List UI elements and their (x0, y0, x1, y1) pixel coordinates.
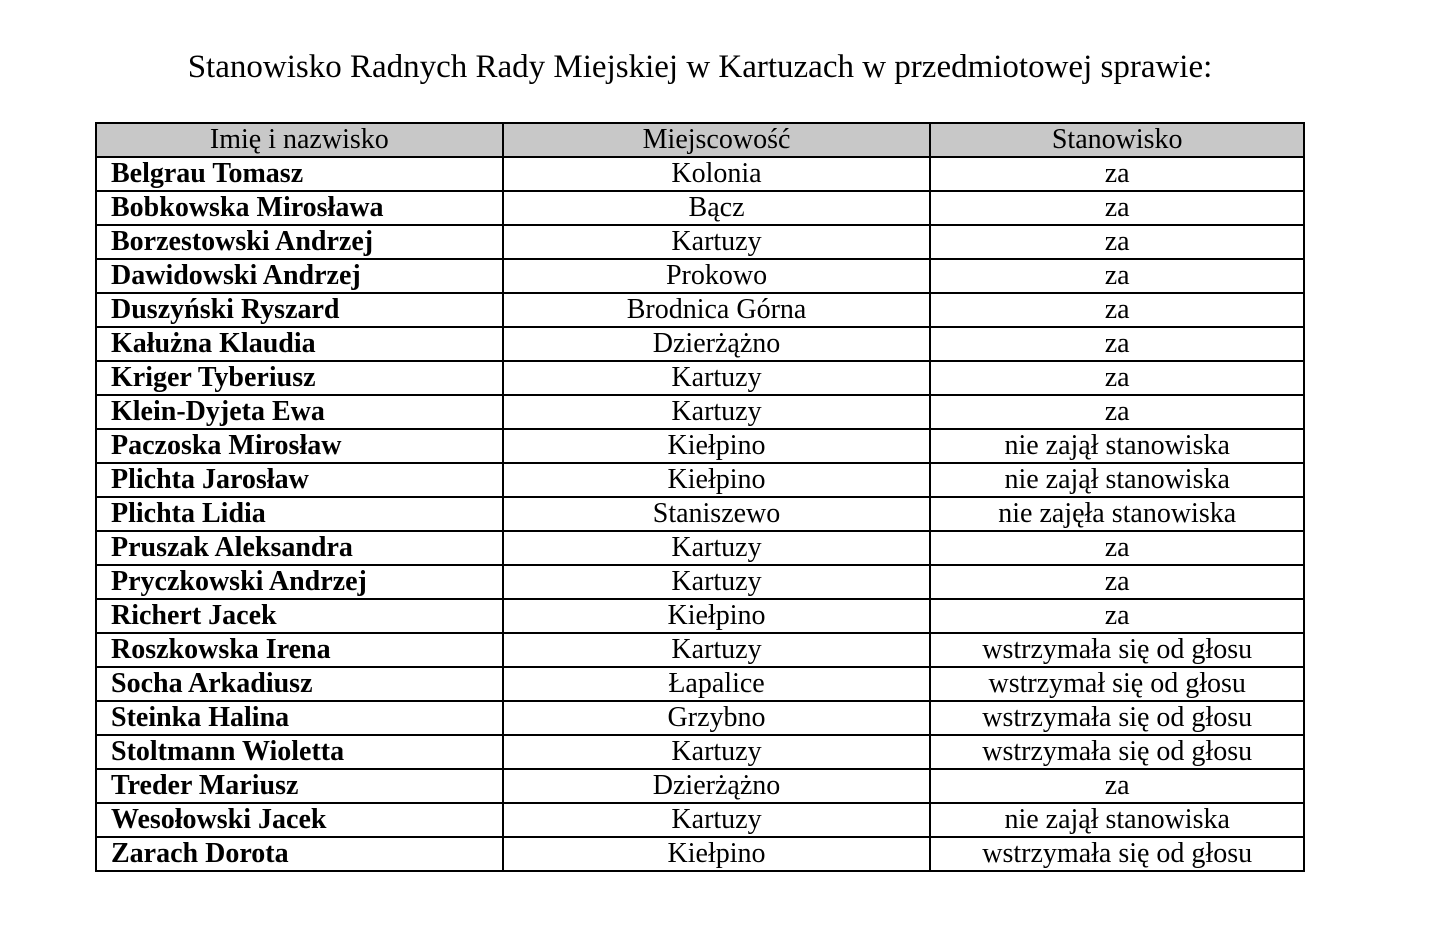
table-row (96, 361, 1304, 395)
councillor-vote: wstrzymała się od głosu (930, 837, 1304, 871)
councillor-place: Kiełpino (503, 429, 931, 463)
councillor-name: Pruszak Aleksandra (96, 531, 503, 565)
table-row (96, 191, 1304, 225)
councillor-name: Wesołowski Jacek (96, 803, 503, 837)
table-row (96, 531, 1304, 565)
table-row (96, 735, 1304, 769)
councillor-vote: nie zajął stanowiska (930, 429, 1304, 463)
councillor-name: Roszkowska Irena (96, 633, 503, 667)
table-row (96, 769, 1304, 803)
councillor-place: Dzierżążno (503, 327, 931, 361)
councillor-place: Dzierżążno (503, 769, 931, 803)
councillor-place: Kartuzy (503, 803, 931, 837)
councillor-name: Plichta Lidia (96, 497, 503, 531)
councillor-name: Zarach Dorota (96, 837, 503, 871)
councillor-name: Kriger Tyberiusz (96, 361, 503, 395)
councillor-name: Steinka Halina (96, 701, 503, 735)
header-place: Miejscowość (503, 123, 931, 157)
councillor-name: Stoltmann Wioletta (96, 735, 503, 769)
table-body (96, 157, 1304, 871)
table-row (96, 633, 1304, 667)
councillor-name: Plichta Jarosław (96, 463, 503, 497)
councillor-vote: wstrzymała się od głosu (930, 735, 1304, 769)
councillor-vote: za (930, 157, 1304, 191)
header-vote: Stanowisko (930, 123, 1304, 157)
councillor-name: Socha Arkadiusz (96, 667, 503, 701)
councillor-vote: wstrzymała się od głosu (930, 633, 1304, 667)
councillor-name: Klein-Dyjeta Ewa (96, 395, 503, 429)
table-row (96, 803, 1304, 837)
councillor-vote: za (930, 769, 1304, 803)
councillor-place: Łapalice (503, 667, 931, 701)
councillor-name: Richert Jacek (96, 599, 503, 633)
councillor-vote: nie zajął stanowiska (930, 803, 1304, 837)
table-row (96, 667, 1304, 701)
councillor-place: Kartuzy (503, 395, 931, 429)
councillor-place: Kolonia (503, 157, 931, 191)
table-row (96, 259, 1304, 293)
councillor-place: Kiełpino (503, 837, 931, 871)
councillor-name: Dawidowski Andrzej (96, 259, 503, 293)
councillor-vote: wstrzymał się od głosu (930, 667, 1304, 701)
councillor-vote: za (930, 293, 1304, 327)
councillor-place: Kartuzy (503, 633, 931, 667)
table-header-row (96, 123, 1304, 157)
councillor-name: Treder Mariusz (96, 769, 503, 803)
councillor-name: Paczoska Mirosław (96, 429, 503, 463)
council-vote-table (95, 122, 1305, 872)
table-row (96, 837, 1304, 871)
councillor-vote: za (930, 327, 1304, 361)
table-row (96, 701, 1304, 735)
table-row (96, 429, 1304, 463)
councillor-place: Kiełpino (503, 463, 931, 497)
councillor-vote: za (930, 361, 1304, 395)
councillor-place: Kartuzy (503, 565, 931, 599)
councillor-place: Brodnica Górna (503, 293, 931, 327)
document-title: Stanowisko Radnych Rady Miejskiej w Kartuzach w przedmiotowej sprawie: (187, 49, 1213, 85)
councillor-name: Pryczkowski Andrzej (96, 565, 503, 599)
councillor-vote: za (930, 565, 1304, 599)
councillor-name: Bobkowska Mirosława (96, 191, 503, 225)
councillor-place: Kiełpino (503, 599, 931, 633)
councillor-place: Grzybno (503, 701, 931, 735)
table-row (96, 157, 1304, 191)
councillor-name: Borzestowski Andrzej (96, 225, 503, 259)
councillor-place: Bącz (503, 191, 931, 225)
table-row (96, 497, 1304, 531)
table-row (96, 225, 1304, 259)
table-row (96, 463, 1304, 497)
councillor-vote: za (930, 531, 1304, 565)
councillor-place: Kartuzy (503, 361, 931, 395)
councillor-vote: nie zajął stanowiska (930, 463, 1304, 497)
councillor-place: Kartuzy (503, 531, 931, 565)
councillor-vote: za (930, 225, 1304, 259)
councillor-vote: za (930, 259, 1304, 293)
table-row (96, 327, 1304, 361)
councillor-place: Staniszewo (503, 497, 931, 531)
councillor-place: Kartuzy (503, 225, 931, 259)
councillor-vote: za (930, 395, 1304, 429)
councillor-vote: za (930, 599, 1304, 633)
header-name: Imię i nazwisko (96, 123, 503, 157)
councillor-name: Belgrau Tomasz (96, 157, 503, 191)
councillor-name: Duszyński Ryszard (96, 293, 503, 327)
table-row (96, 293, 1304, 327)
councillor-place: Prokowo (503, 259, 931, 293)
councillor-vote: nie zajęła stanowiska (930, 497, 1304, 531)
table-row (96, 565, 1304, 599)
councillor-vote: za (930, 191, 1304, 225)
councillor-place: Kartuzy (503, 735, 931, 769)
table-row (96, 599, 1304, 633)
councillor-vote: wstrzymała się od głosu (930, 701, 1304, 735)
councillor-name: Kałużna Klaudia (96, 327, 503, 361)
table-row (96, 395, 1304, 429)
